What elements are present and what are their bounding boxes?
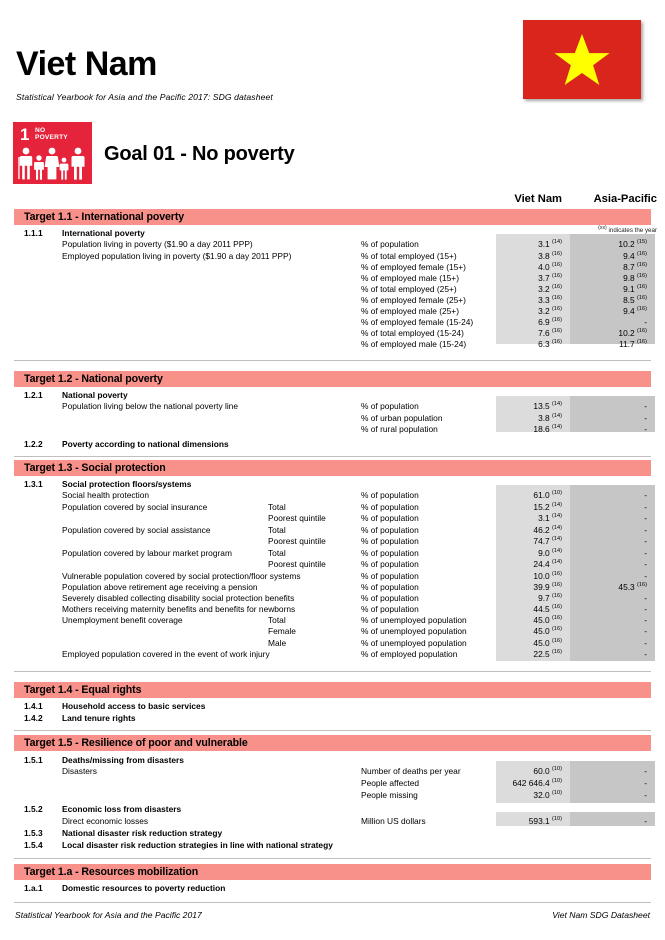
indicator-name-1-a-1: Domestic resources to poverty reduction: [62, 883, 226, 893]
indicator-code-1-3-1: 1.3.1: [24, 479, 43, 489]
indicator-code-1-5-3: 1.5.3: [24, 828, 43, 838]
goal-heading: Goal 01 - No poverty: [104, 143, 295, 165]
value-vietnam: 3.8 $^{(14)}$: [538, 413, 562, 423]
value-vietnam: 60.0 $^{(10)}$: [533, 766, 562, 776]
value-asiapacific: 9.4 $^{(16)}$: [623, 306, 647, 316]
indicator-name-1-2-2: Poverty according to national dimensions: [62, 439, 229, 449]
series-label-poverty-employed: Employed population living in poverty ($1.90 a day 2011 PPP): [62, 251, 292, 261]
page-subtitle: Statistical Yearbook for Asia and the Pacific 2017: SDG datasheet: [16, 92, 273, 102]
value-asiapacific: -: [644, 401, 647, 411]
target-bar-1-2: Target 1.2 - National poverty: [14, 371, 651, 387]
indicator-code-1-a-1: 1.a.1: [24, 883, 43, 893]
indicator-name-1-4-2: Land tenure rights: [62, 713, 136, 723]
indicator-name-1-5-1: Deaths/missing from disasters: [62, 755, 184, 765]
value-asiapacific: -: [644, 413, 647, 423]
indicator-name-1-3-1: Social protection floors/systems: [62, 479, 192, 489]
unit-label: % of unemployed population: [361, 615, 467, 625]
indicator-code-1-1-1: 1.1.1: [24, 228, 43, 238]
value-vietnam: 9.0 $^{(14)}$: [538, 548, 562, 558]
section-divider: [14, 360, 651, 361]
value-vietnam: 45.0 $^{(16)}$: [533, 638, 562, 648]
series-label-unemployment-benefit: Unemployment benefit coverage: [62, 615, 183, 625]
unit-label: % of population: [361, 604, 419, 614]
indicator-name-1-5-3: National disaster risk reduction strategy: [62, 828, 223, 838]
value-asiapacific: -: [644, 638, 647, 648]
indicator-code-1-4-2: 1.4.2: [24, 713, 43, 723]
target-bar-1-a: Target 1.a - Resources mobilization: [14, 864, 651, 880]
value-asiapacific: 10.2 $^{(15)}$: [618, 239, 647, 249]
series-label-disability-benefits: Severely disabled collecting disability social protection benefits: [62, 593, 295, 603]
series-label-maternity-benefits: Mothers receiving maternity benefits and benefits for newborns: [62, 604, 296, 614]
column-header-vietnam: Viet Nam: [514, 193, 562, 205]
sdg-word-line-2: POVERTY: [35, 134, 68, 142]
value-asiapacific: -: [644, 502, 647, 512]
value-vietnam: 3.2 $^{(16)}$: [538, 284, 562, 294]
value-asiapacific: -: [644, 424, 647, 434]
unit-label: % of population: [361, 571, 419, 581]
indicator-code-1-5-2: 1.5.2: [24, 804, 43, 814]
unit-label: % of employed male (25+): [361, 306, 459, 316]
value-vietnam: 45.0 $^{(16)}$: [533, 615, 562, 625]
value-asiapacific: -: [644, 548, 647, 558]
value-asiapacific: -: [644, 816, 647, 826]
series-label-direct-economic-losses: Direct economic losses: [62, 816, 149, 826]
year-note: [500, 225, 657, 234]
value-asiapacific: -: [644, 778, 647, 788]
target-bar-1-1: Target 1.1 - International poverty: [14, 209, 651, 225]
value-vietnam: 13.5 $^{(14)}$: [533, 401, 562, 411]
value-asiapacific: 10.2 $^{(16)}$: [618, 328, 647, 338]
value-vietnam: 39.9 $^{(16)}$: [533, 582, 562, 592]
unit-label: People affected: [361, 778, 420, 788]
value-vietnam: 3.2 $^{(16)}$: [538, 306, 562, 316]
value-asiapacific: 9.4 $^{(16)}$: [623, 251, 647, 261]
disaggregation-label-total: Total: [268, 615, 286, 625]
value-vietnam: 74.7 $^{(14)}$: [533, 536, 562, 546]
value-vietnam: 4.0 $^{(16)}$: [538, 262, 562, 272]
disaggregation-label-female: Female: [268, 626, 296, 636]
value-vietnam: 44.5 $^{(16)}$: [533, 604, 562, 614]
value-asiapacific: -: [644, 649, 647, 659]
unit-label: % of employed female (15+): [361, 262, 466, 272]
unit-label: % of employed female (25+): [361, 295, 466, 305]
value-asiapacific: 9.8 $^{(16)}$: [623, 273, 647, 283]
value-asiapacific: -: [644, 604, 647, 614]
indicator-code-1-4-1: 1.4.1: [24, 701, 43, 711]
value-vietnam: 593.1 $^{(10)}$: [528, 816, 562, 826]
value-asiapacific: -: [644, 490, 647, 500]
target-bar-1-4: Target 1.4 - Equal rights: [14, 682, 651, 698]
unit-label: % of population: [361, 513, 419, 523]
vietnam-flag: [523, 20, 641, 99]
value-vietnam: 15.2 $^{(14)}$: [533, 502, 562, 512]
unit-label: % of population: [361, 548, 419, 558]
section-divider: [14, 671, 651, 672]
unit-label: % of population: [361, 401, 419, 411]
unit-label: % of population: [361, 490, 419, 500]
value-asiapacific: -: [644, 317, 647, 327]
indicator-code-1-5-4: 1.5.4: [24, 840, 43, 850]
target-bar-1-5: Target 1.5 - Resilience of poor and vulnerable: [14, 735, 651, 751]
sdg-goal-1-icon: [13, 122, 92, 184]
indicator-name-1-2-1: National poverty: [62, 390, 128, 400]
value-vietnam: 3.7 $^{(16)}$: [538, 273, 562, 283]
series-label-social-assistance: Population covered by social assistance: [62, 525, 211, 535]
section-divider: [14, 456, 651, 457]
indicator-code-1-2-2: 1.2.2: [24, 439, 43, 449]
unit-label: % of population: [361, 536, 419, 546]
value-asiapacific: -: [644, 513, 647, 523]
series-label-poverty-population: Population living in poverty ($1.90 a day 2011 PPP): [62, 239, 253, 249]
value-asiapacific: -: [644, 790, 647, 800]
unit-label: % of population: [361, 525, 419, 535]
unit-label: % of population: [361, 582, 419, 592]
value-vietnam: 7.6 $^{(16)}$: [538, 328, 562, 338]
value-vietnam: 61.0 $^{(10)}$: [533, 490, 562, 500]
value-asiapacific: -: [644, 559, 647, 569]
indicator-code-1-2-1: 1.2.1: [24, 390, 43, 400]
disaggregation-label-poorest-quintile: Poorest quintile: [268, 536, 326, 546]
series-label-vulnerable-population: Vulnerable population covered by social protection/floor systems: [62, 571, 301, 581]
indicator-name-1-5-4: Local disaster risk reduction strategies in line with national strategy: [62, 840, 333, 850]
unit-label: % of urban population: [361, 413, 443, 423]
unit-label: % of rural population: [361, 424, 438, 434]
flag-star-icon: [552, 31, 612, 89]
value-asiapacific: -: [644, 593, 647, 603]
disaggregation-label-total: Total: [268, 502, 286, 512]
sdg-word-line-1: NO: [35, 127, 46, 134]
value-asiapacific: -: [644, 615, 647, 625]
series-label-social-insurance: Population covered by social insurance: [62, 502, 208, 512]
value-vietnam: 22.5 $^{(16)}$: [533, 649, 562, 659]
unit-label: % of total employed (25+): [361, 284, 457, 294]
value-asiapacific: -: [644, 536, 647, 546]
section-divider: [14, 858, 651, 859]
indicator-name-1-5-2: Economic loss from disasters: [62, 804, 182, 814]
target-bar-1-3: Target 1.3 - Social protection: [14, 460, 651, 476]
value-asiapacific: -: [644, 626, 647, 636]
sdg-goal-words: [35, 127, 68, 142]
unit-label: % of population: [361, 239, 419, 249]
value-asiapacific: -: [644, 571, 647, 581]
sdg-family-figures-icon: [17, 146, 88, 180]
sdg-goal-number: 1: [20, 125, 30, 144]
series-label-labour-market-program: Population covered by labour market program: [62, 548, 232, 558]
unit-label: % of employed male (15-24): [361, 339, 467, 349]
value-vietnam: 6.3 $^{(16)}$: [538, 339, 562, 349]
value-vietnam: 32.0 $^{(10)}$: [533, 790, 562, 800]
year-note-text: indicates the year: [606, 227, 657, 235]
value-asiapacific: 45.3 $^{(16)}$: [618, 582, 647, 592]
footer-datasheet-name: Viet Nam SDG Datasheet: [552, 910, 650, 920]
value-vietnam: 10.0 $^{(16)}$: [533, 571, 562, 581]
series-label-national-poverty-line: Population living below the national poverty line: [62, 401, 238, 411]
unit-label: % of employed male (15+): [361, 273, 459, 283]
unit-label: % of total employed (15+): [361, 251, 457, 261]
page-title: Viet Nam: [16, 45, 157, 83]
unit-label: % of unemployed population: [361, 638, 467, 648]
value-vietnam: 3.3 $^{(16)}$: [538, 295, 562, 305]
disaggregation-label-poorest-quintile: Poorest quintile: [268, 513, 326, 523]
unit-label: % of unemployed population: [361, 626, 467, 636]
value-vietnam: 3.1 $^{(14)}$: [538, 239, 562, 249]
disaggregation-label-male: Male: [268, 638, 287, 648]
value-vietnam: 18.6 $^{(14)}$: [533, 424, 562, 434]
value-asiapacific: -: [644, 766, 647, 776]
value-vietnam: 45.0 $^{(16)}$: [533, 626, 562, 636]
unit-label: People missing: [361, 790, 418, 800]
year-note-superscript: (xx): [598, 225, 607, 231]
value-vietnam: 3.8 $^{(16)}$: [538, 251, 562, 261]
unit-label: % of population: [361, 593, 419, 603]
footer-source: Statistical Yearbook for Asia and the Pacific 2017: [15, 910, 202, 920]
indicator-name-1-4-1: Household access to basic services: [62, 701, 206, 711]
series-label-social-health-protection: Social health protection: [62, 490, 150, 500]
value-asiapacific: 11.7 $^{(16)}$: [619, 339, 647, 349]
value-vietnam: 46.2 $^{(14)}$: [533, 525, 562, 535]
disaggregation-label-total: Total: [268, 525, 286, 535]
series-label-retirement-pension: Population above retirement age receiving a pension: [62, 582, 258, 592]
indicator-name-1-1-1: International poverty: [62, 228, 145, 238]
unit-label: % of employed female (15-24): [361, 317, 474, 327]
unit-label: % of population: [361, 502, 419, 512]
value-vietnam: 24.4 $^{(14)}$: [533, 559, 562, 569]
section-divider: [14, 730, 651, 731]
unit-label: Million US dollars: [361, 816, 426, 826]
value-asiapacific: 9.1 $^{(16)}$: [623, 284, 647, 294]
value-asiapacific: 8.5 $^{(16)}$: [623, 295, 647, 305]
disaggregation-label-poorest-quintile: Poorest quintile: [268, 559, 326, 569]
unit-label: Number of deaths per year: [361, 766, 461, 776]
value-vietnam: 642 646.4 $^{(10)}$: [512, 778, 562, 788]
unit-label: % of population: [361, 559, 419, 569]
unit-label: % of employed population: [361, 649, 458, 659]
footer-divider: [14, 902, 651, 903]
series-label-work-injury: Employed population covered in the event of work injury: [62, 649, 270, 659]
disaggregation-label-total: Total: [268, 548, 286, 558]
column-header-asia-pacific: Asia-Pacific: [593, 193, 657, 205]
indicator-code-1-5-1: 1.5.1: [24, 755, 43, 765]
value-asiapacific: -: [644, 525, 647, 535]
value-vietnam: 9.7 $^{(16)}$: [538, 593, 562, 603]
unit-label: % of total employed (15-24): [361, 328, 464, 338]
series-label-disasters: Disasters: [62, 766, 97, 776]
value-asiapacific: 8.7 $^{(16)}$: [623, 262, 647, 272]
value-vietnam: 3.1 $^{(14)}$: [538, 513, 562, 523]
value-vietnam: 6.9 $^{(16)}$: [538, 317, 562, 327]
